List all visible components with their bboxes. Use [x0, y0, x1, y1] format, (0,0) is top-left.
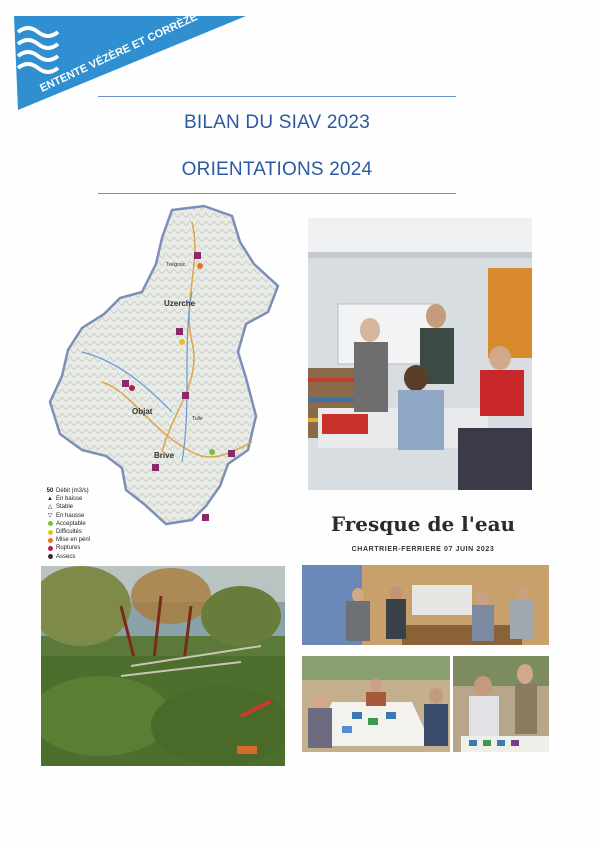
legend-item: Assecs [56, 553, 76, 560]
legend-item: En baisse [56, 496, 83, 503]
map-town-treignac: Treignac [166, 262, 186, 268]
siav-logo [14, 14, 250, 114]
header-bottom-rule [98, 193, 456, 194]
fresque-photo-cards [453, 656, 549, 752]
fresque-subtitle: CHARTRIER-FERRIERE 07 JUIN 2023 [351, 546, 495, 553]
map-town-objat: Objat [132, 407, 153, 416]
fresque-photo-table [302, 656, 450, 752]
legend-item: Ruptures [56, 545, 81, 552]
legend-item: En hausse [56, 512, 85, 519]
fresque-photo-group [302, 565, 549, 645]
legend-item: Mise en péril [56, 537, 91, 544]
map-legend: 50 Débit (m3/s) ▲ En baisse △ Stable ▽ En hausse Acceptable Difficultés Mise en péril Ruptures Assecs [46, 488, 91, 560]
map-town-tulle: Tulle [192, 416, 203, 422]
header-top-rule [98, 96, 456, 97]
legend-item: Difficultés [56, 528, 82, 535]
map-town-uzerche: Uzerche [164, 299, 196, 308]
riverbank-photo [41, 566, 285, 766]
logo-text: ENTENTE VÉZÈRE ET CORRÈZE [38, 14, 200, 95]
classroom-photo [308, 218, 532, 490]
legend-item: Stable [56, 504, 74, 511]
report-subtitle: ORIENTATIONS 2024 [181, 159, 373, 180]
fresque-title: Fresque de l'eau [330, 512, 516, 536]
legend-item: Acceptable [56, 520, 86, 527]
map-town-brive: Brive [154, 451, 175, 460]
report-title: BILAN DU SIAV 2023 [184, 112, 370, 133]
legend-item: Débit (m3/s) [56, 488, 89, 494]
